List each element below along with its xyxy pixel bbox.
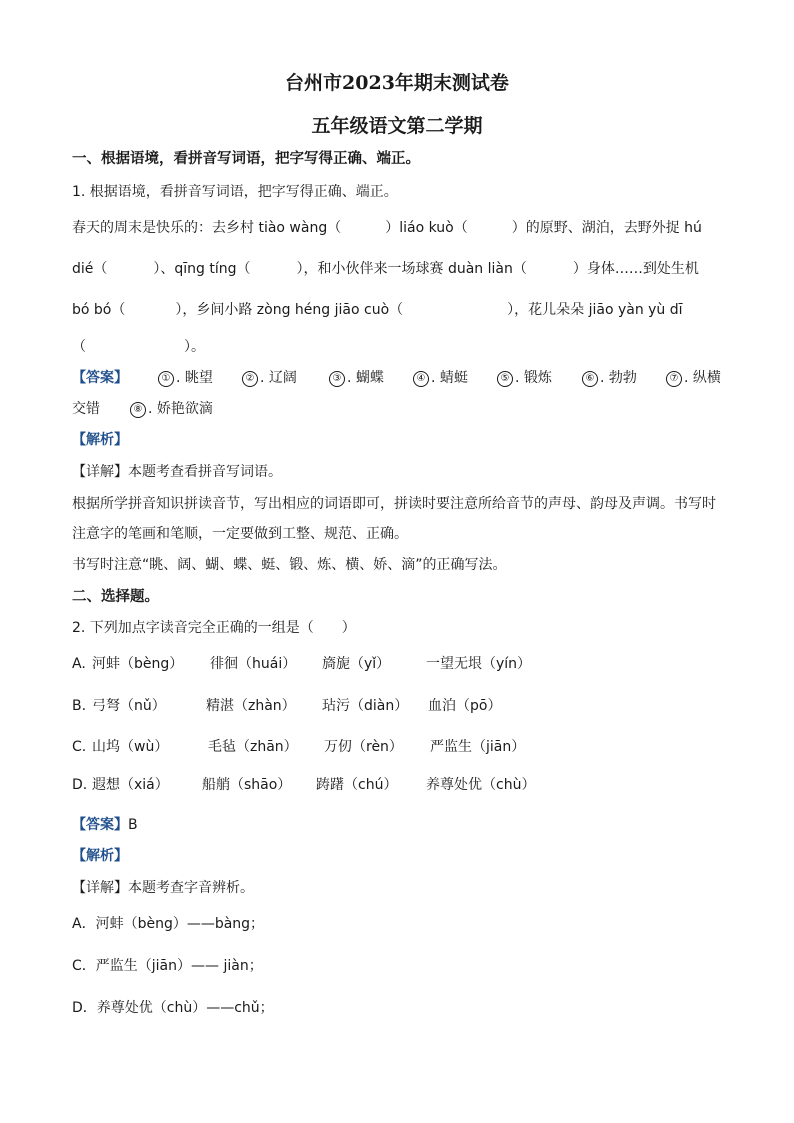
option-item: 毛毡（zhān） (208, 739, 298, 755)
option-label: D. (72, 777, 88, 793)
option-label: C. (72, 739, 87, 755)
answer-tag: 【答案】 (72, 370, 128, 386)
answer-item: ⑦ . 纵横 (666, 368, 721, 388)
analysis-tag: 【解析】 (72, 848, 128, 864)
question1-text: 1. 根据语境，看拼音写词语，把字写得正确、端正。 (72, 184, 398, 200)
page-title: 台州市2023年期末测试卷 (285, 72, 509, 94)
option-item: 一望无垠（yín） (426, 656, 532, 672)
explanation-line: 根据所学拼音知识拼读音节，写出相应的词语即可，拼读时要注意所给音节的声母、韵母及声调。书写时 (72, 496, 716, 512)
option-label: B. (72, 698, 87, 714)
detail-line: 【详解】本题考查字音辨析。 (72, 880, 254, 896)
option-item: 养尊处优（chù） (426, 777, 536, 793)
answer-item: ① . 眺望 (158, 368, 213, 388)
answer-item: ⑧ . 娇艳欲滴 (130, 399, 213, 419)
answer-item: ⑤ . 锻炼 (497, 368, 552, 388)
option-item: 万仞（rèn） (324, 739, 403, 755)
option-item: 弓弩（nǔ） (92, 698, 166, 714)
section2-heading: 二、选择题。 (72, 588, 159, 605)
option-item: 山坞（wù） (92, 739, 169, 755)
section1-heading: 一、根据语境，看拼音写词语，把字写得正确、端正。 (72, 150, 420, 167)
question1-passage-line2: dié（ ）、qīng tíng（ ），和小伙伴来一场球赛 duàn liàn（ ）身体……到处生机 (72, 261, 699, 277)
option-item: 精湛（zhàn） (206, 698, 296, 714)
answer-item-continued: 交错 (72, 401, 100, 417)
note-line: A．河蚌（bèng）——bàng； (72, 916, 265, 932)
explanation-line: 书写时注意“眺、阔、蝴、蝶、蜓、锻、炼、横、娇、滴”的正确写法。 (72, 557, 507, 573)
question2-text: 2. 下列加点字读音完全正确的一组是（ ） (72, 620, 356, 636)
analysis-tag: 【解析】 (72, 432, 128, 448)
question1-passage-line3: bó bó（ ），乡间小路 zòng héng jiāo cuò（ ），花儿朵朵 jiāo yàn yù dī (72, 302, 683, 318)
answer-item: ③ . 蝴蝶 (329, 368, 384, 388)
option-item: 严监生（jiān） (430, 739, 526, 755)
option-item: 船艄（shāo） (202, 777, 292, 793)
option-item: 玷污（diàn） (322, 698, 409, 714)
option-item: 遐想（xiá） (92, 777, 169, 793)
option-item: 河蚌（bèng） (92, 656, 184, 672)
option-label: A. (72, 656, 86, 672)
option-item: 踌躇（chú） (316, 777, 398, 793)
option-item: 血泊（pō） (428, 698, 502, 714)
answer-line: 【答案】B (72, 817, 138, 833)
note-line: D．养尊处优（chù）——chǔ； (72, 1000, 274, 1016)
option-item: 旖旎（yǐ） (322, 656, 391, 672)
answer-item: ② . 辽阔 (242, 368, 297, 388)
answer-item: ⑥ . 勃勃 (582, 368, 637, 388)
question1-passage-line1: 春天的周末是快乐的：去乡村 tiào wàng（ ）liáo kuò（ ）的原野、湖泊，去野外捉 hú (72, 220, 702, 236)
option-item: 徘徊（huái） (210, 656, 297, 672)
question1-passage-line4: （ ）。 (72, 339, 205, 355)
page-subtitle: 五年级语文第二学期 (311, 115, 483, 137)
explanation-line: 注意字的笔画和笔顺，一定要做到工整、规范、正确。 (72, 526, 408, 542)
note-line: C．严监生（jiān）—— jiàn； (72, 958, 263, 974)
detail-line: 【详解】本题考查看拼音写词语。 (72, 464, 282, 480)
answer-item: ④ . 蜻蜓 (413, 368, 468, 388)
